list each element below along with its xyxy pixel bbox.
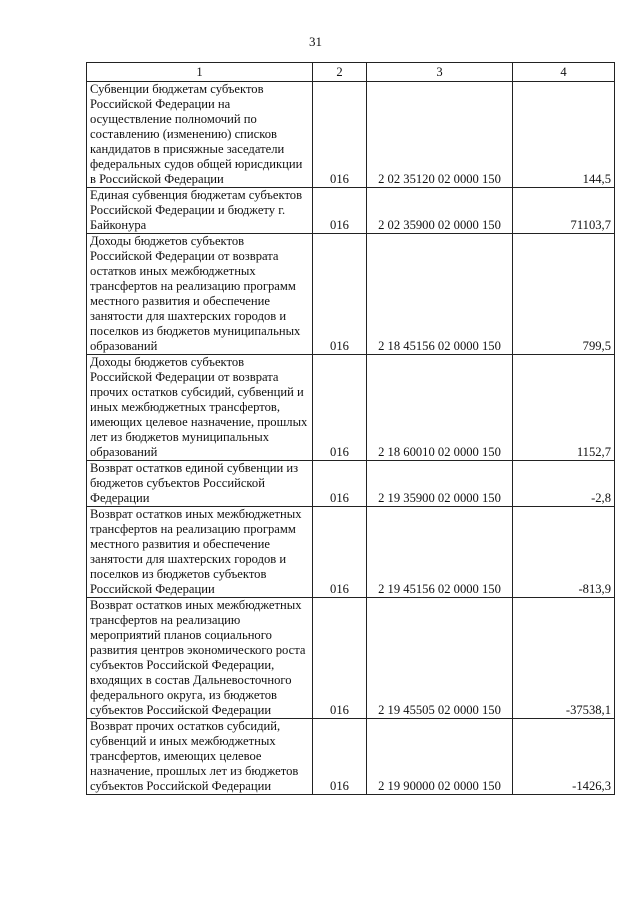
row-code-cell: 2 19 35900 02 0000 150 (367, 461, 513, 507)
row-name-cell: Возврат остатков иных межбюджетных трансфертов на реализацию программ местного развития и обеспечение занятости для шахтерских городов и поселков из бюджетов субъектов Российской Федерации (87, 507, 313, 598)
column-header-name: 1 (87, 63, 313, 82)
column-header-code: 3 (367, 63, 513, 82)
row-name-cell: Субвенции бюджетам субъектов Российской Федерации на осуществление полномочий по составлению (изменению) списков кандидатов в присяжные заседатели федеральных судов общей юрисдикции в Российской Федерации (87, 82, 313, 188)
row-code-cell: 2 19 90000 02 0000 150 (367, 719, 513, 795)
row-admin-cell: 016 (313, 598, 367, 719)
row-amount-cell: -813,9 (513, 507, 615, 598)
row-amount-cell: 71103,7 (513, 188, 615, 234)
table-row (87, 82, 615, 188)
row-name-cell: Доходы бюджетов субъектов Российской Федерации от возврата остатков иных межбюджетных трансфертов на реализацию программ местного развития и обеспечение занятости для шахтерских городов и поселков из бюджетов муниципальных образований (87, 234, 313, 355)
row-code-cell: 2 19 45156 02 0000 150 (367, 507, 513, 598)
row-admin-cell: 016 (313, 507, 367, 598)
page-number: 31 (309, 34, 322, 49)
table-row (87, 188, 615, 234)
row-admin-cell: 016 (313, 461, 367, 507)
row-amount-cell: -2,8 (513, 461, 615, 507)
row-code-cell: 2 18 45156 02 0000 150 (367, 234, 513, 355)
row-name-cell: Доходы бюджетов субъектов Российской Федерации от возврата прочих остатков субсидий, субвенций и иных межбюджетных трансфертов, имеющих целевое назначение, прошлых лет из бюджетов муниципальных образований (87, 355, 313, 461)
row-code-cell: 2 02 35900 02 0000 150 (367, 188, 513, 234)
budget-revenue-table (86, 62, 615, 795)
row-amount-cell: 144,5 (513, 82, 615, 188)
row-name-cell: Возврат остатков единой субвенции из бюджетов субъектов Российской Федерации (87, 461, 313, 507)
row-admin-cell: 016 (313, 188, 367, 234)
row-amount-cell: 799,5 (513, 234, 615, 355)
row-amount-cell: -37538,1 (513, 598, 615, 719)
column-header-amount: 4 (513, 63, 615, 82)
row-name-cell: Единая субвенция бюджетам субъектов Российской Федерации и бюджету г. Байконура (87, 188, 313, 234)
table-header-row (87, 63, 615, 82)
row-name-cell: Возврат прочих остатков субсидий, субвенций и иных межбюджетных трансфертов, имеющих целевое назначение, прошлых лет из бюджетов субъектов Российской Федерации (87, 719, 313, 795)
row-admin-cell: 016 (313, 719, 367, 795)
table-row (87, 355, 615, 461)
row-amount-cell: 1152,7 (513, 355, 615, 461)
table-row (87, 461, 615, 507)
table-row (87, 507, 615, 598)
table-row (87, 719, 615, 795)
table-row (87, 234, 615, 355)
row-code-cell: 2 19 45505 02 0000 150 (367, 598, 513, 719)
row-admin-cell: 016 (313, 355, 367, 461)
row-name-cell: Возврат остатков иных межбюджетных трансфертов на реализацию мероприятий планов социального развития центров экономического роста субъектов Российской Федерации, входящих в состав Дальневосточного федерального округа, из бюджетов субъектов Российской Федерации (87, 598, 313, 719)
row-code-cell: 2 02 35120 02 0000 150 (367, 82, 513, 188)
row-amount-cell: -1426,3 (513, 719, 615, 795)
table-row (87, 598, 615, 719)
row-admin-cell: 016 (313, 234, 367, 355)
row-code-cell: 2 18 60010 02 0000 150 (367, 355, 513, 461)
column-header-admin: 2 (313, 63, 367, 82)
row-admin-cell: 016 (313, 82, 367, 188)
